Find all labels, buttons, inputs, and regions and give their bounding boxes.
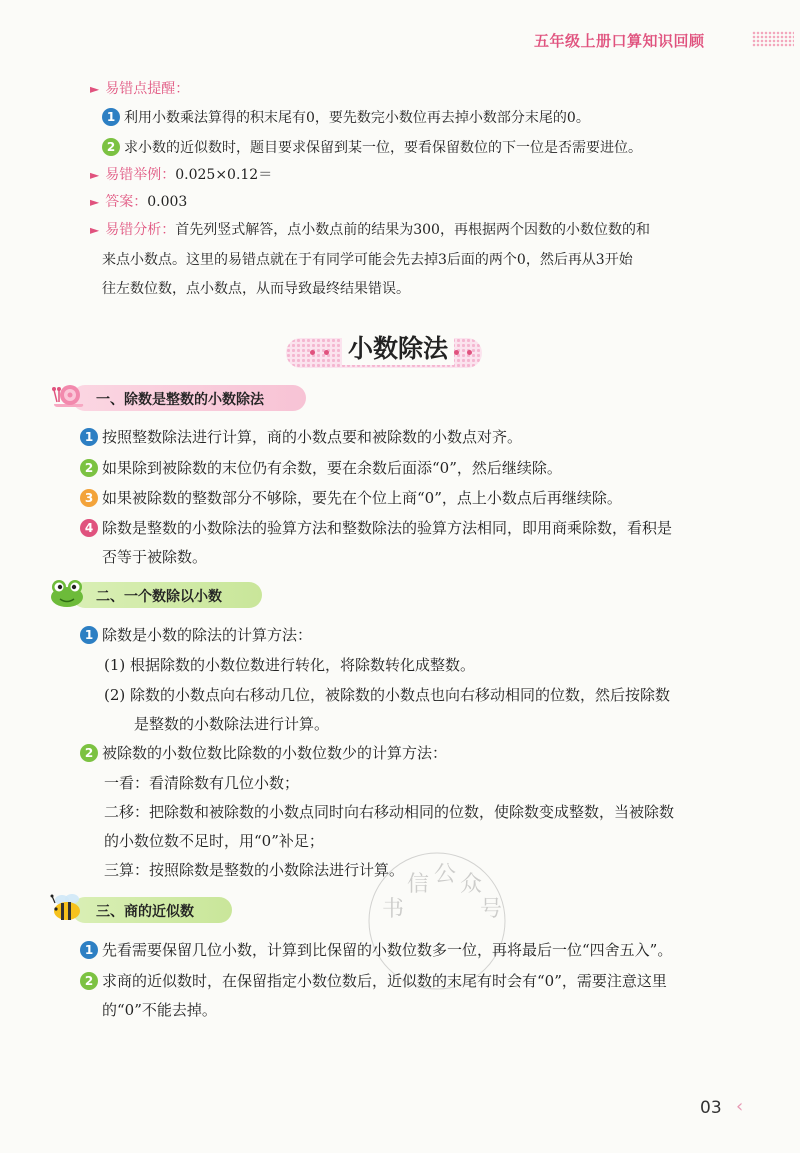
list-item: 2 如果除到被除数的末位仍有余数，要在余数后面添“0”，然后继续除。 bbox=[80, 457, 562, 478]
example-label: 易错举例： bbox=[105, 167, 176, 183]
analysis-line: 来点小数点。这里的易错点就在于有同学可能会先去掉3后面的两个0，然后再从3开始 bbox=[102, 252, 633, 268]
number-badge-icon: 1 bbox=[80, 941, 98, 959]
list-item-continuation: 的“0”不能去掉。 bbox=[102, 1001, 217, 1019]
example-row bbox=[90, 164, 272, 184]
list-item: 2 求商的近似数时，在保留指定小数位数后，近似数的末尾有时会有“0”，需要注意这里 bbox=[80, 970, 667, 991]
mistake-point-2: 2 求小数的近似数时，题目要求保留到某一位，要看保留数位的下一位是否需要进位。 bbox=[102, 137, 642, 157]
analysis-label: 易错分析： bbox=[105, 222, 176, 238]
section-heading: 二、一个数除以小数 bbox=[96, 589, 222, 605]
reminder-row bbox=[90, 78, 189, 98]
running-header: 五年级上册口算知识回顾 bbox=[534, 32, 705, 50]
mistake-point-1: 1 利用小数乘法算得的积末尾有0，要先数完小数位再去掉小数部分末尾的0。 bbox=[102, 107, 590, 127]
sub-item: 三算：按照除数是整数的小数除法进行计算。 bbox=[104, 861, 405, 879]
answer-text: 0.003 bbox=[147, 194, 188, 210]
list-item: 1 按照整数除法进行计算，商的小数点要和被除数的小数点对齐。 bbox=[80, 426, 522, 447]
sub-item: 一看：看清除数有几位小数； bbox=[104, 774, 300, 792]
answer-row bbox=[90, 191, 187, 211]
header-dots-decoration bbox=[752, 31, 794, 47]
list-item: 3 如果被除数的整数部分不够除，要先在个位上商“0”，点上小数点后再继续除。 bbox=[80, 487, 622, 508]
example-text: 0.025×0.12＝ bbox=[175, 167, 273, 183]
number-badge-icon: 1 bbox=[80, 626, 98, 644]
frog-icon bbox=[48, 578, 86, 612]
banner-dot bbox=[467, 350, 472, 355]
sub-item-continuation: 的小数位数不足时，用“0”补足； bbox=[104, 832, 324, 850]
section-heading: 一、除数是整数的小数除法 bbox=[96, 392, 264, 408]
sub-item: 二移：把除数和被除数的小数点同时向右移动相同的位数，使除数变成整数，当被除数 bbox=[104, 803, 675, 821]
banner-dot bbox=[310, 350, 315, 355]
analysis-row bbox=[90, 219, 650, 239]
sub-item: (1) 根据除数的小数位数进行转化，将除数转化成整数。 bbox=[104, 656, 476, 674]
section-title: 小数除法 bbox=[342, 329, 454, 365]
analysis-line: 往左数位数，点小数点，从而导致最终结果错误。 bbox=[102, 281, 410, 297]
number-badge-icon: 2 bbox=[80, 459, 98, 477]
analysis-line: 首先列竖式解答，点小数点前的结果为300，再根据两个因数的小数位数的和 bbox=[175, 222, 650, 238]
reminder-label: 易错点提醒： bbox=[105, 81, 190, 97]
snail-icon bbox=[50, 380, 86, 414]
svg-text:书: 书 bbox=[382, 897, 405, 922]
number-badge-icon: 4 bbox=[80, 519, 98, 537]
section-heading: 三、商的近似数 bbox=[96, 904, 194, 920]
page-number: 03 bbox=[700, 1098, 722, 1118]
svg-text:众: 众 bbox=[460, 872, 483, 897]
list-item: 2 被除数的小数位数比除数的小数位数少的计算方法： bbox=[80, 742, 447, 763]
bee-icon bbox=[48, 890, 86, 928]
number-badge-icon: 3 bbox=[80, 489, 98, 507]
chevron-left-icon: ‹ bbox=[736, 1096, 744, 1117]
seal-stamp-watermark bbox=[362, 846, 512, 1000]
list-item: 4 除数是整数的小数除法的验算方法和整数除法的验算方法相同，即用商乘除数，看积是 bbox=[80, 517, 672, 538]
answer-label: 答案： bbox=[105, 194, 148, 210]
number-badge-icon: 2 bbox=[80, 972, 98, 990]
svg-text:号: 号 bbox=[480, 897, 503, 922]
banner-dot bbox=[324, 350, 329, 355]
sub-item-continuation: 是整数的小数除法进行计算。 bbox=[134, 715, 330, 733]
arrow-bullet-icon: ► bbox=[90, 223, 100, 237]
svg-text:公: 公 bbox=[434, 862, 457, 887]
number-badge-icon: 2 bbox=[80, 744, 98, 762]
arrow-bullet-icon: ► bbox=[90, 168, 100, 182]
number-badge-icon: 1 bbox=[102, 108, 120, 126]
list-item: 1 除数是小数的除法的计算方法： bbox=[80, 624, 312, 645]
number-badge-icon: 2 bbox=[102, 138, 120, 156]
list-item-continuation: 否等于被除数。 bbox=[102, 548, 208, 566]
arrow-bullet-icon: ► bbox=[90, 82, 100, 96]
list-item: 1 先看需要保留几位小数，计算到比保留的小数位数多一位，再将最后一位“四舍五入”。 bbox=[80, 939, 672, 960]
svg-text:信: 信 bbox=[407, 872, 430, 897]
number-badge-icon: 1 bbox=[80, 428, 98, 446]
banner-dot bbox=[454, 350, 459, 355]
sub-item: (2) 除数的小数点向右移动几位，被除数的小数点也向右移动相同的位数，然后按除数 bbox=[104, 686, 671, 704]
arrow-bullet-icon: ► bbox=[90, 195, 100, 209]
